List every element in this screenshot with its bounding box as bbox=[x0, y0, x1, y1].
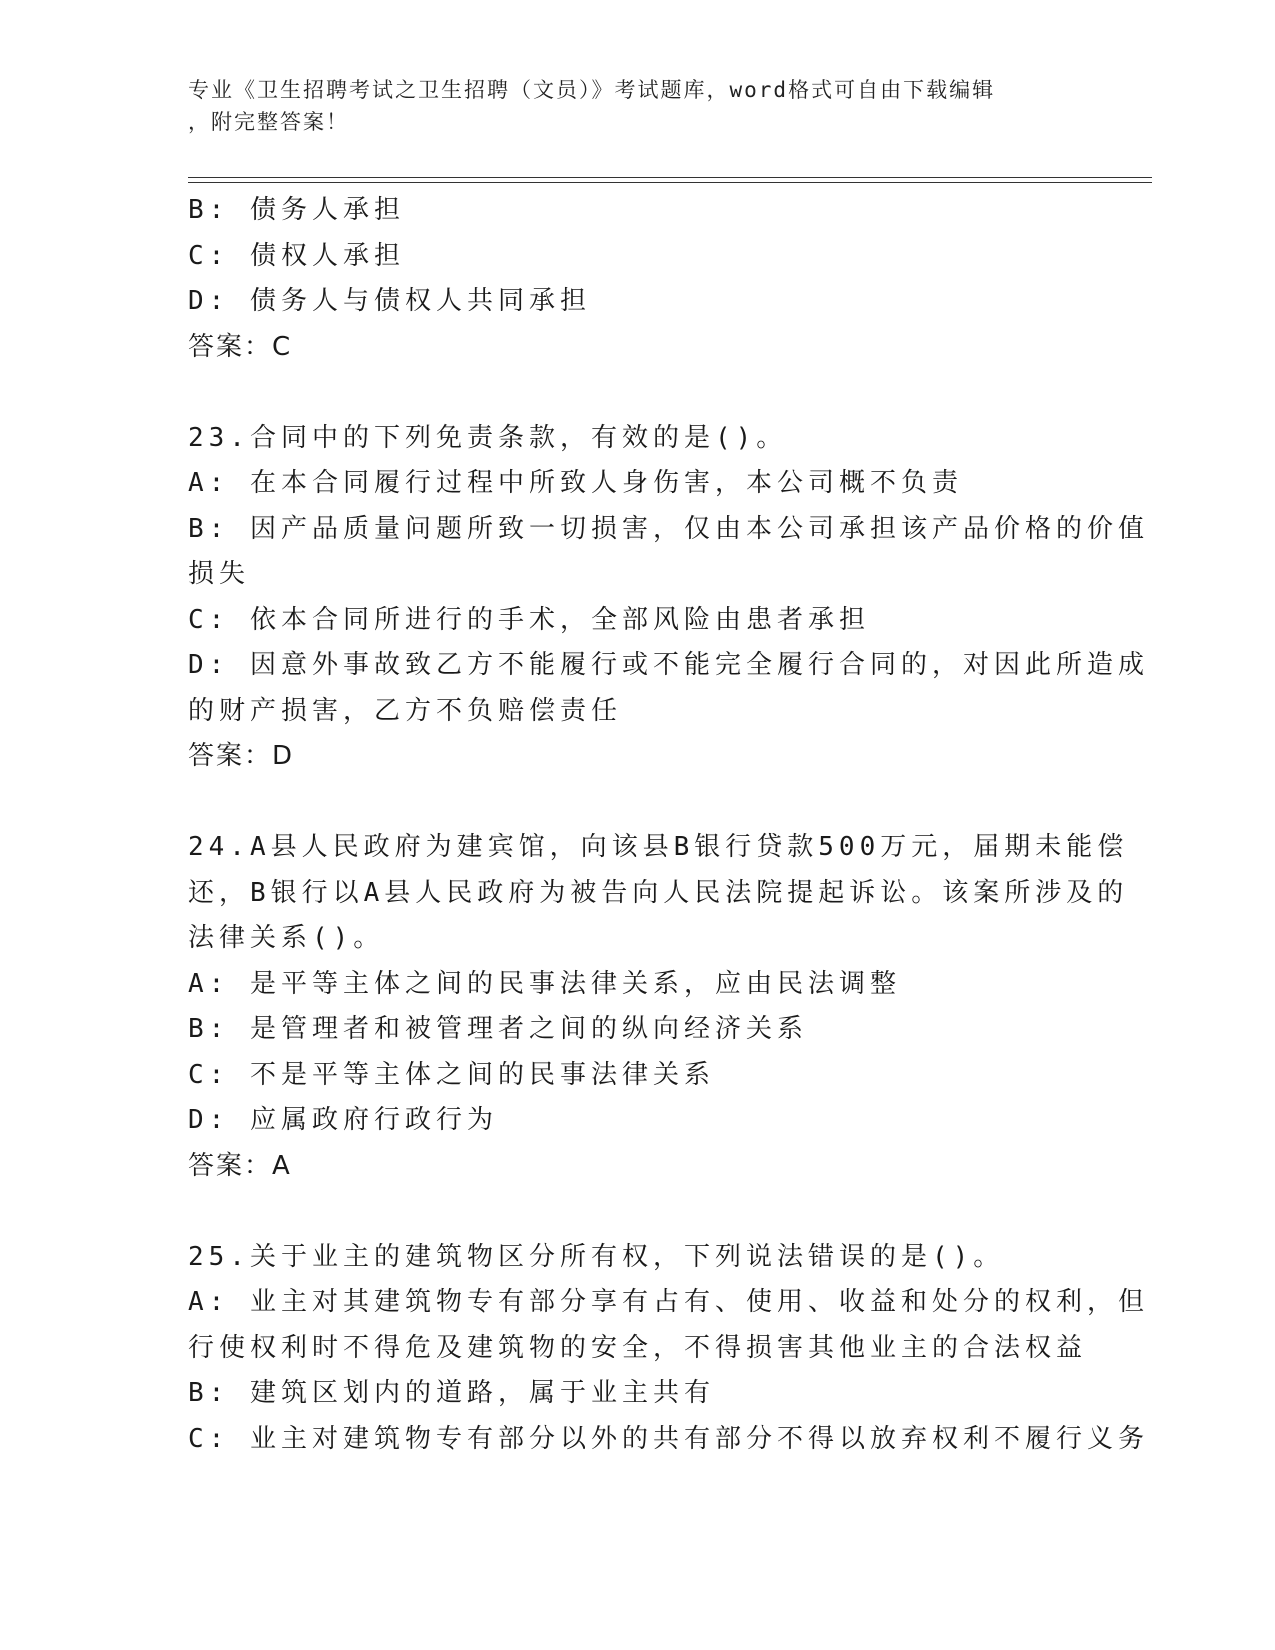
document-header bbox=[188, 74, 1068, 138]
question-22 bbox=[188, 188, 1088, 370]
question-text-continued: 还，B银行以A县人民政府为被告向人民法院提起诉讼。该案所涉及的 bbox=[188, 877, 1129, 908]
question-text: 24.A县人民政府为建宾馆，向该县B银行贷款500万元，届期未能偿 bbox=[188, 832, 1129, 862]
option-b: B: 是管理者和被管理者之间的纵向经济关系 bbox=[188, 1014, 808, 1044]
option-a: A: 是平等主体之间的民事法律关系，应由民法调整 bbox=[188, 968, 901, 999]
answer: 答案：C bbox=[188, 331, 293, 362]
question-24 bbox=[188, 825, 1129, 1189]
spacer bbox=[188, 1189, 1088, 1235]
option-d-continued: 的财产损害，乙方不负赔偿责任 bbox=[188, 695, 623, 726]
option-b: B: 债务人承担 bbox=[188, 195, 405, 225]
option-b-continued: 损失 bbox=[188, 559, 251, 589]
option-c: C: 债权人承担 bbox=[188, 240, 405, 271]
option-c: C: 业主对建筑物专有部分以外的共有部分不得以放弃权利不履行义务 bbox=[188, 1423, 1149, 1454]
option-c: C: 不是平等主体之间的民事法律关系 bbox=[188, 1059, 715, 1090]
question-23 bbox=[188, 416, 1149, 780]
header-line-1: 专业《卫生招聘考试之卫生招聘（文员）》考试题库，word格式可自由下载编辑 bbox=[188, 78, 996, 102]
spacer bbox=[188, 370, 1088, 416]
option-d: D: 因意外事故致乙方不能履行或不能完全履行合同的，对因此所造成 bbox=[188, 650, 1149, 680]
question-text: 23.合同中的下列免责条款，有效的是()。 bbox=[188, 422, 788, 453]
header-divider-bottom bbox=[188, 182, 1152, 183]
option-d: D: 应属政府行政行为 bbox=[188, 1105, 498, 1135]
answer: 答案：A bbox=[188, 1150, 292, 1181]
header-line-2: ，附完整答案！ bbox=[188, 110, 349, 134]
question-content bbox=[188, 188, 1149, 1462]
option-a: A: 在本合同履行过程中所致人身伤害，本公司概不负责 bbox=[188, 468, 963, 498]
option-d: D: 债务人与债权人共同承担 bbox=[188, 286, 591, 316]
answer: 答案：D bbox=[188, 741, 295, 771]
question-text: 25.关于业主的建筑物区分所有权，下列说法错误的是()。 bbox=[188, 1241, 1005, 1272]
question-text-continued: 法律关系()。 bbox=[188, 923, 385, 953]
spacer bbox=[188, 780, 1088, 826]
header-divider-top bbox=[188, 177, 1152, 178]
option-b: B: 建筑区划内的道路，属于业主共有 bbox=[188, 1378, 715, 1408]
option-a: A: 业主对其建筑物专有部分享有占有、使用、收益和处分的权利，但 bbox=[188, 1287, 1149, 1317]
option-b: B: 因产品质量问题所致一切损害，仅由本公司承担该产品价格的价值 bbox=[188, 513, 1149, 544]
option-c: C: 依本合同所进行的手术，全部风险由患者承担 bbox=[188, 604, 870, 635]
question-25 bbox=[188, 1235, 1149, 1463]
option-a-continued: 行使权利时不得危及建筑物的安全，不得损害其他业主的合法权益 bbox=[188, 1332, 1088, 1363]
